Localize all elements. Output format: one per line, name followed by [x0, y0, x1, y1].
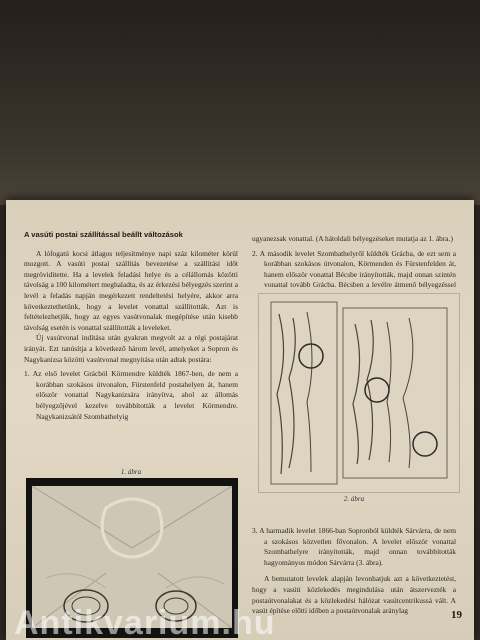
right-top-text: ugyanezsak vonattal. (A hátoldali bélyegzéseket mutatja az 1. ábra.)	[252, 234, 453, 243]
closing-paragraph: A bemutatott levelek alapján levonhatjuk azt a következtetést, hogy a vasúti közlekedés megindulása után átszervezték a postaútvonalakat és a közlekedési hálózat vasútcentrikussá vált. A vasút építése előtti időben a postaútvonalak aránylag	[252, 574, 456, 616]
list-item-2: 2. A második levelet Szombathelyről küldték Grácba, de ezt sem a korábban szokásos útvonalon, Körmenden és Fürstenfelden át, hanem először vonattal Bécsbe irányították, majd onnan szintén vonattal tovább Grácba. Bécsben a levélre átmenő bélyegzéssel	[252, 248, 456, 290]
figure-2-envelope-photo	[258, 293, 460, 493]
figure-1-caption: 1. ábra	[120, 468, 142, 476]
section-heading: A vasúti postai szállítással beállt változások	[24, 230, 183, 239]
background-dark-area	[0, 0, 480, 205]
list-item-1: 1. Az első levelet Grácból Körmendre küldték 1867-ben, de nem a korábban szokásos útvonalon, Fürstenfeld postahelyen át, hanem először vonattal Nagykanizsára irányítva, ahol az állomás bélyegzőjével kezelve továbbították a levelet Körmendre. Nagykanizsától Szombathelyig	[24, 369, 238, 421]
left-column	[24, 230, 238, 422]
list-item-3: 3. A harmadik levelet 1866-ban Sopronból küldték Sárvárra, de nem a szokásos közvetlen fővonalon. A levelet először vonattal Szombathelyre irányították, majd onnan továbbították hagyományos módon Sárvárra (3. ábra).	[252, 526, 456, 567]
watermark-logo: Antikvarium.hu	[14, 604, 276, 640]
page-number: 19	[451, 609, 462, 621]
paragraph-1: A lófogatú kocsi átlagos teljesítménye napi száz kilométer körül mozgott. A vasúti postai szállítás bevezetése a szállítási időt megrövidítette. Ha a levelek feladási helye és a célállomás közötti távolság a 100 kilométert meghaladta, és az érkezési bélyegzés szerint a levél a feladás napján megérkezett rendeltetési helyére, akkor arra következtethetünk, hogy a levelet vonattal szállították. Azt is feltételezhetjük, hogy az egyes vasútvonalak megépítése után kisebb távolság esetén is vonattal szállították a leveleket.	[24, 248, 238, 332]
figure-2-caption: 2. ábra	[343, 495, 365, 503]
book-page	[6, 200, 474, 640]
right-column	[252, 234, 456, 302]
right-lower-column	[252, 522, 456, 617]
paragraph-2: Új vasútvonal indítása után gyakran megvolt az a régi postajárat irányát. Ezt tanúsítja a következő három levél, amelyeket a Sopron és Nagykanizsa közötti vasútvonal megnyitása után adtak postára:	[24, 333, 238, 364]
